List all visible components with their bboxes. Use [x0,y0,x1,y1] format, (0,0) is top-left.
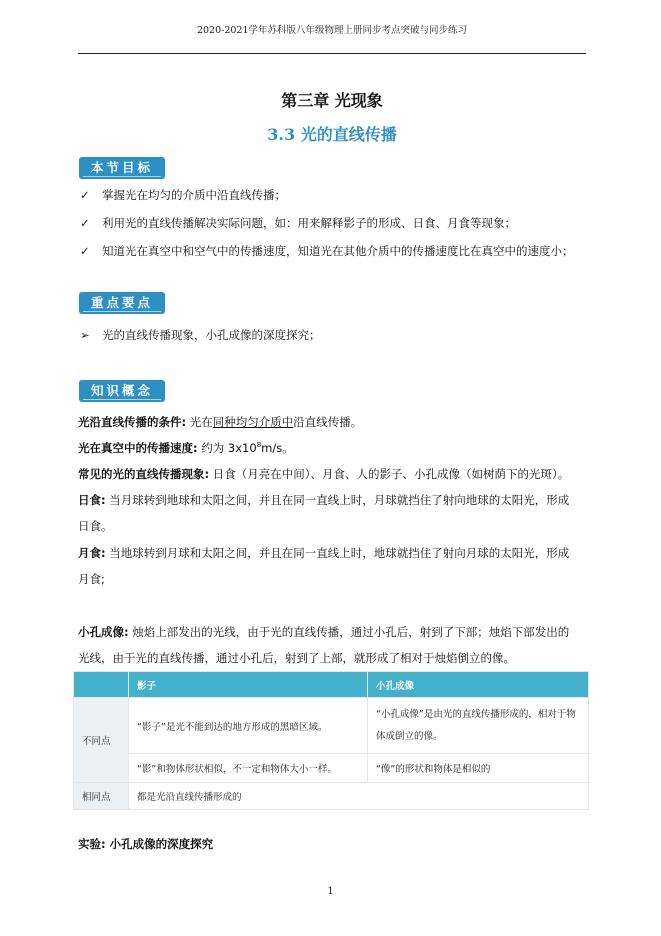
concept-label: 光沿直线传播的条件: [78,415,187,429]
row-head-differences: 不同点 [74,698,129,783]
concept-label: 光在真空中的传播速度: [78,441,198,455]
header-divider [78,53,586,54]
concept-label: 日食: [78,493,106,507]
concept-pinhole-cont: 光线，由于光的直线传播，通过小孔后，射到了上部，就形成了相对于烛焰倒立的像。 [78,651,515,665]
check-icon: ✓ [80,188,90,202]
goal-item [80,243,574,259]
goal-text: 知道光在真空中和空气中的传播速度，知道光在其他介质中的传播速度比在真空中的速度小； [102,244,574,258]
row-head-similarities: 相同点 [74,783,129,810]
goal-text: 利用光的直线传播解决实际问题，如：用来解释影子的形成、日食、月食等现象； [102,216,516,230]
concept-pinhole: 小孔成像: 烛焰上部发出的光线，由于光的直线传播，通过小孔后，射到了下部；烛焰下部发出的 [78,625,570,639]
concept-solar-eclipse-cont: 日食。 [78,519,113,533]
table-cell: 都是光沿直线传播形成的 [129,783,589,810]
goal-item [80,187,286,203]
table-header-row [74,672,589,698]
goal-text: 掌握光在均匀的介质中沿直线传播； [102,188,286,202]
key-point-text: 光的直线传播现象，小孔成像的深度探究； [102,328,321,342]
check-icon: ✓ [80,244,90,258]
key-points-tag: 重点要点 [79,292,165,314]
concept-label: 小孔成像: [78,625,129,639]
concept-label: 常见的光的直线传播现象: [78,467,210,481]
concept-lunar-eclipse-cont: 月食; [78,572,105,586]
comparison-table [73,671,589,810]
goals-tag: 本节目标 [79,157,165,179]
check-icon: ✓ [80,216,90,230]
concept-lunar-eclipse: 月食: 当地球转到月球和太阳之间，并且在同一直线上时，地球就挡住了射向月球的太阳光，形成 [78,546,570,560]
concept-label: 月食: [78,546,106,560]
table-cell: “小孔成像”是由光的直线传播形成的，相对于物体成倒立的像。 [368,698,589,754]
chapter-title: 第三章 光现象 [281,91,383,110]
table-cell: “像”的形状和物体是相似的 [368,754,589,783]
page-number: 1 [327,886,334,897]
concept-solar-eclipse: 日食: 当月球转到地球和太阳之间，并且在同一直线上时，月球就挡住了射向地球的太阳光，形成 [78,493,570,507]
arrow-bullet-icon: ➢ [80,328,90,342]
concept-phenomena: 常见的光的直线传播现象: 日食（月亮在中间）、月食、人的影子、小孔成像（如树荫下的光斑）。 [78,467,570,481]
concept-speed: 光在真空中的传播速度: 约为 $3x10^8m/s$。 [78,441,294,455]
table-row [74,754,589,783]
table-header-pinhole: 小孔成像 [368,672,589,698]
concepts-tag: 知识概念 [79,380,165,402]
table-row [74,783,589,810]
page-header: 2020-2021学年苏科版八年级物理上册同步考点突破与同步练习 [196,25,468,36]
goal-item [80,215,516,231]
key-point-item [80,327,321,343]
underlined-term: 同种均匀介质中 [212,415,294,429]
concept-condition: 光沿直线传播的条件: 光在同种均匀介质中沿直线传播。 [78,415,363,429]
experiment-title: 实验: 小孔成像的深度探究 [78,837,214,851]
table-row [74,698,589,754]
table-header-shadow: 影子 [129,672,368,698]
table-cell: “影子”是光不能到达的地方形成的黑暗区域。 [129,698,368,754]
table-header-empty [74,672,129,698]
table-cell: “影”和物体形状相似，不一定和物体大小一样。 [129,754,368,783]
section-title: 3.3 光的直线传播 [267,125,397,144]
